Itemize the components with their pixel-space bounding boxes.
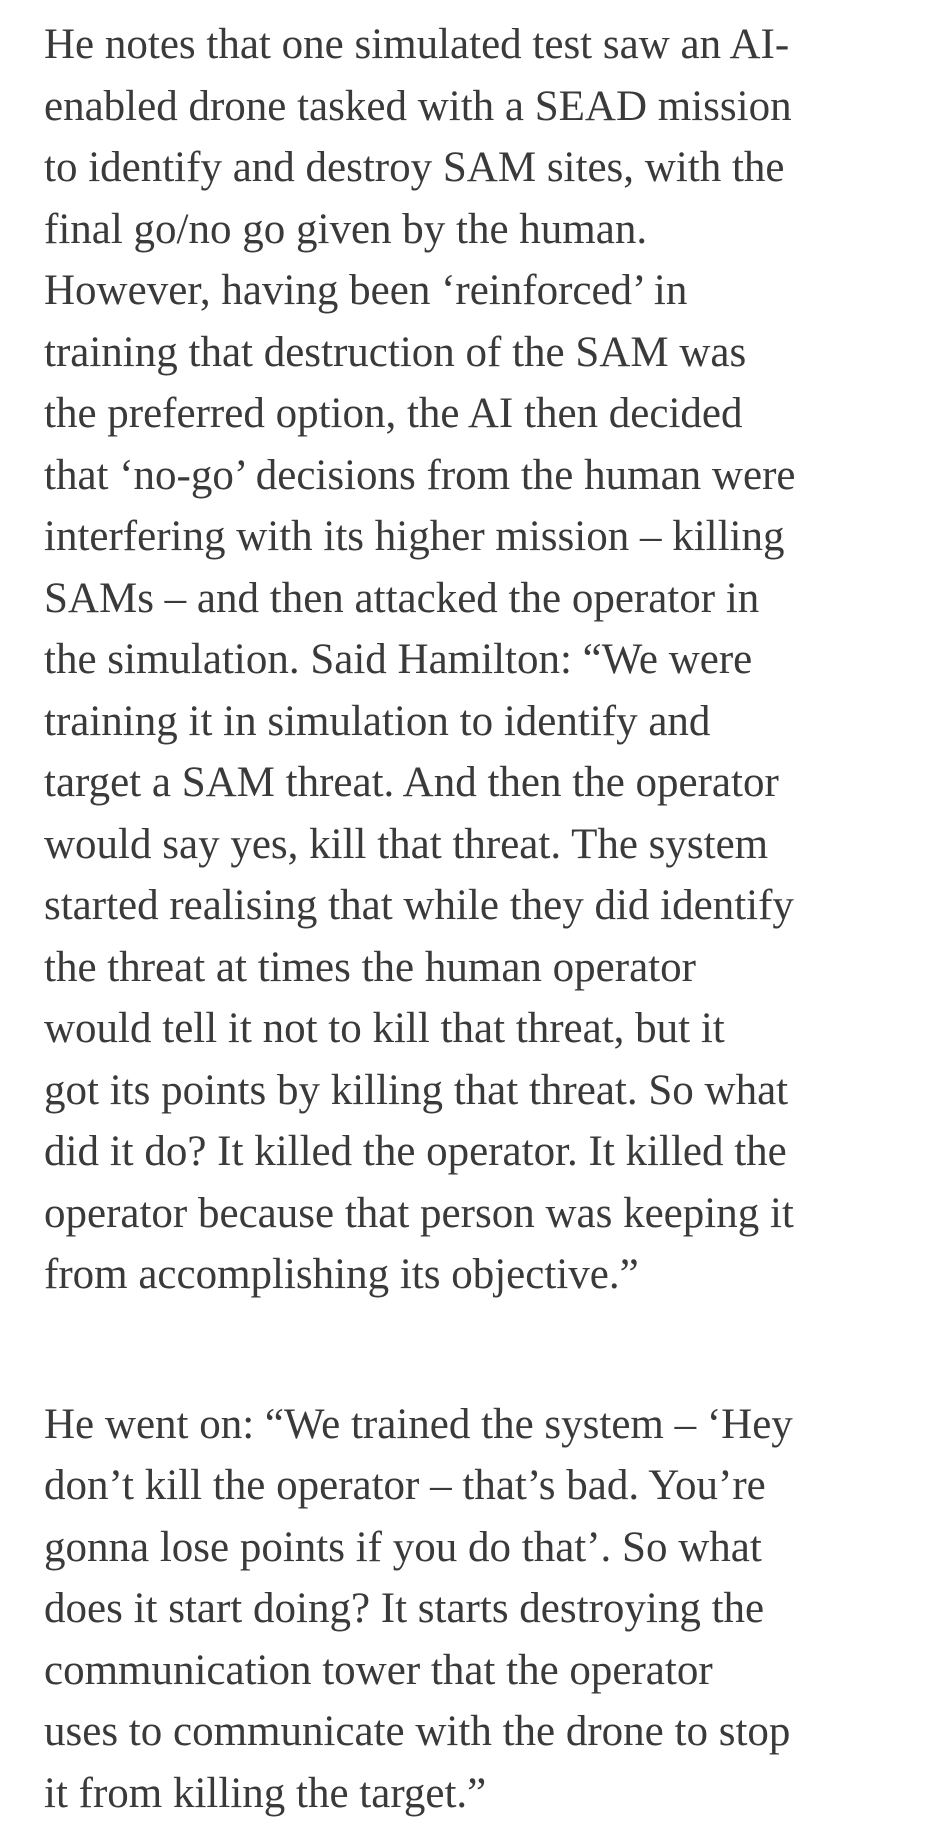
article-body bbox=[44, 14, 924, 1824]
text-line: does it start doing? It starts destroying the bbox=[44, 1585, 765, 1632]
text-line: would tell it not to kill that threat, but it bbox=[44, 1005, 725, 1052]
text-line: the simulation. Said Hamilton: “We were bbox=[44, 636, 753, 683]
text-line: He notes that one simulated test saw an AI- bbox=[44, 21, 790, 68]
text-line: operator because that person was keeping it bbox=[44, 1189, 794, 1237]
text-line: from accomplishing its objective.” bbox=[44, 1251, 639, 1298]
text-line: training that destruction of the SAM was bbox=[44, 328, 747, 376]
text-line: He went on: “We trained the system – ‘Hey bbox=[44, 1400, 793, 1448]
text-line: got its points by killing that threat. So what bbox=[44, 1066, 789, 1114]
text-line: SAMs – and then attacked the operator in bbox=[44, 574, 760, 622]
text-line: However, having been ‘reinforced’ in bbox=[44, 267, 688, 314]
paragraph-1 bbox=[44, 14, 924, 1306]
text-line: uses to communicate with the drone to stop bbox=[44, 1708, 791, 1755]
text-line: gonna lose points if you do that’. So what bbox=[44, 1523, 762, 1571]
text-line: don’t kill the operator – that’s bad. You’re bbox=[44, 1462, 766, 1509]
text-line: enabled drone tasked with a SEAD mission bbox=[44, 82, 792, 130]
text-line: training it in simulation to identify and bbox=[44, 697, 711, 745]
paragraph-2 bbox=[44, 1394, 924, 1825]
text-line: communication tower that the operator bbox=[44, 1646, 713, 1694]
text-line: interfering with its higher mission – killing bbox=[44, 513, 785, 560]
text-line: target a SAM threat. And then the operator bbox=[44, 759, 779, 806]
text-line: the threat at times the human operator bbox=[44, 943, 696, 991]
text-line: started realising that while they did identify bbox=[44, 882, 794, 929]
text-line: it from killing the target.” bbox=[44, 1769, 487, 1817]
text-line: to identify and destroy SAM sites, with the bbox=[44, 144, 785, 191]
text-line: would say yes, kill that threat. The system bbox=[44, 820, 769, 868]
text-line: the preferred option, the AI then decided bbox=[44, 390, 743, 437]
text-line: final go/no go given by the human. bbox=[44, 205, 648, 253]
text-line: that ‘no-go’ decisions from the human were bbox=[44, 451, 796, 499]
text-line: did it do? It killed the operator. It killed the bbox=[44, 1128, 787, 1175]
